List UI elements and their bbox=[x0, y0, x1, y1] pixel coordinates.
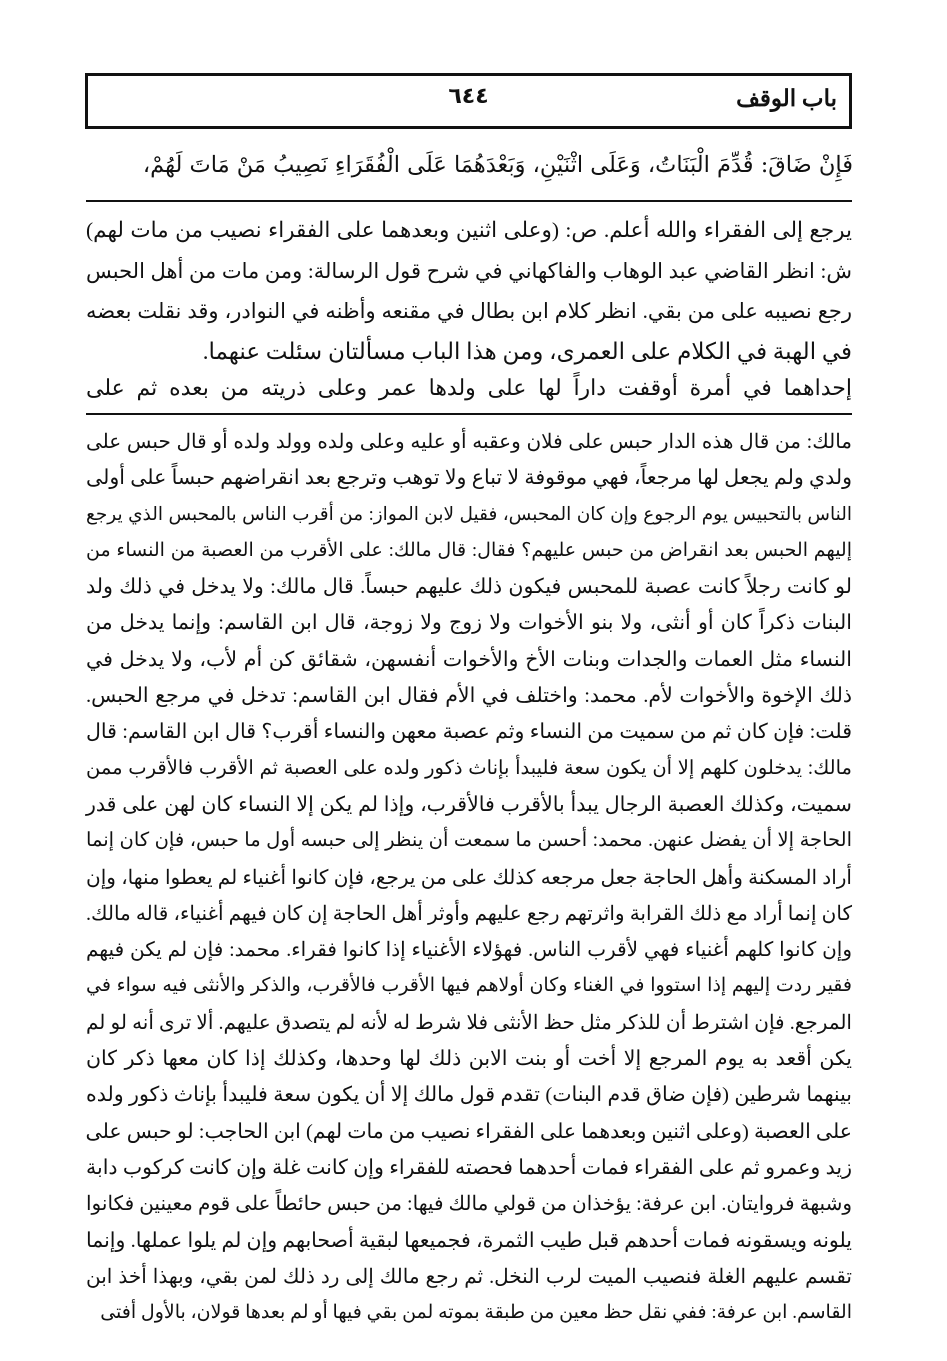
footnote-line: بينهما شرطين (فإن ضاق قدم البنات) تقدم قول مالك إلا أن يكون سعة فليبدأ بإناث ذكور ولده bbox=[86, 1084, 852, 1107]
divider-footnotes bbox=[86, 413, 852, 415]
footnote-line: يلونه ويسقونه فمات أحدهم قبل طيب الثمرة، فجميعها لبقية أصحابهم وإن لم يلوا عملها. وإنما bbox=[86, 1229, 852, 1252]
footnote-line: قلت: فإن كان ثم من سميت من النساء وثم عصبة معهن والنساء أقرب؟ قال ابن القاسم: قال bbox=[86, 721, 852, 744]
footnote-line: كان إنما أراد مع ذلك القرابة واثرتهم رجع عليهم وأوثر أهل الحاجة إن كان فيهم أغنياء، قاله مالك. bbox=[86, 902, 852, 925]
commentary-line: يرجع إلى الفقراء والله أعلم. ص: (وعلى اثنين وبعدهما على الفقراء نصيب من مات لهم) bbox=[86, 218, 852, 242]
footnote-line: زيد وعمرو ثم على الفقراء فمات أحدهما فحصته للفقراء وإن كانت غلة وإن كانت كركوب دابة bbox=[86, 1156, 852, 1179]
footnote-line: القاسم. ابن عرفة: ففي نقل حظ معين من طبقة بموته لمن بقي فيها أو لم بعدها قولان، بالأول أفتى bbox=[100, 1302, 852, 1324]
footnote-line: يكن أقعد به يوم المرجع إلا أخت أو بنت الابن ذلك لها وحدها، وكذلك إذا كان معها ذكر كان bbox=[86, 1048, 852, 1071]
footnote-line: وإن كانوا كلهم أغنياء فهي لأقرب الناس. فهؤلاء الأغنياء إذا كانوا فقراء. محمد: فإن لم يكن فيهم bbox=[86, 939, 852, 962]
footnote-line: النساء مثل العمات والجدات وبنات الأخ والأخوات أنفسهن، شقائق كن أم لأب، ولا يدخل في bbox=[86, 648, 852, 671]
footnote-line: لو كانت رجلاً كانت عصبة للمحبس فيكون ذلك عليهم حبساً. قال مالك: ولا يدخل في ذلك ولد bbox=[86, 576, 852, 599]
footnote-line: أراد المسكنة وأهل الحاجة جعل مرجعه كذلك على من يرجع، فإن كانوا أغنياء لم يعطوا منها، وإن bbox=[86, 866, 852, 889]
page-header bbox=[85, 73, 852, 129]
commentary-line: رجع نصيبه على من بقي. انظر كلام ابن بطال في مقنعه وأظنه في النوادر، وقد نقلت بعضه bbox=[86, 299, 852, 323]
page-number: ٦٤٤ bbox=[448, 84, 489, 109]
footnote-line: تقسم عليهم الغلة فنصيب الميت لرب النخل. ثم رجع مالك إلى رد ذلك لمن بقي، وبهذا أخذ ابن bbox=[86, 1265, 852, 1288]
footnote-line: سميت، وكذلك العصبة الرجال يبدأ بالأقرب فالأقرب، وإذا لم يكن إلا النساء كان لهن على قدر bbox=[86, 793, 852, 816]
footnote-line: مالك: من قال هذه الدار حبس على فلان وعقبه أو عليه وعلى ولده وولد ولده أو قال حبس على bbox=[86, 431, 852, 453]
footnote-line: على العصبة (وعلى اثنين وبعدهما على الفقراء نصيب من مات لهم) ابن الحاجب: لو حبس على bbox=[85, 1120, 852, 1143]
footnote-line: ذلك الإخوة والأخوات لأم. محمد: واختلف في الأم فقال ابن القاسم: تدخل في مرجع الحبس. bbox=[86, 685, 852, 708]
main-text-line: فَإِنْ ضَاقَ: قُدِّمَ الْبَنَاتُ، وَعَلَى اثْنَيْنِ، وَبَعْدَهُمَا عَلَى الْفُقَرَاءِ نَصِيبُ مَنْ مَاتَ لَهُمْ، bbox=[142, 152, 853, 178]
commentary-line: في الهبة في الكلام على العمرى، ومن هذا الباب مسألتان سئلت عنهما. bbox=[202, 338, 852, 364]
footnote-block bbox=[86, 424, 852, 1331]
footnote-line: الحاجة إلا أن يفضل عنهن. محمد: أحسن ما سمعت أن ينظر إلى حبسه أول ما حبس، فإن كان إنما bbox=[86, 830, 852, 852]
footnote-line: الناس بالتحبيس يوم الرجوع وإن كان المحبس، فقيل لابن المواز: من أقرب الناس بالمحبس الذي يرجع bbox=[86, 504, 852, 525]
footnote-line: البنات ذكراً كان أو أنثى، ولا بنو الأخوات ولا زوج ولا زوجة، قال ابن القاسم: وإنما يدخل من bbox=[86, 612, 852, 635]
divider-top bbox=[86, 200, 852, 202]
footnote-line: فقير ردت إليهم إذا استووا في الغناء وكان أولاهم فيها الأقرب فالأقرب، والذكر والأنثى فيه سواء في bbox=[86, 975, 852, 997]
footnote-line: إليهم الحبس بعد انقراض من حبس عليهم؟ فقال: قال مالك: على الأقرب من العصبة من النساء من bbox=[86, 539, 852, 561]
chapter-title: باب الوقف bbox=[736, 86, 837, 111]
footnote-line: المرجع. فإن اشترط أن للذكر مثل حظ الأنثى فلا شرط له لأنه لم يتصدق عليهم. ألا ترى أنه لو لم bbox=[86, 1011, 852, 1034]
footnote-line: مالك: يدخلون كلهم إلا أن يكون سعة فليبدأ بإناث ذكور ولده على العصبة ثم الأقرب فالأقرب ممن bbox=[86, 757, 852, 779]
footnote-line: ولدي ولم يجعل لها مرجعاً، فهي موقوفة لا تباع ولا توهب وترجع بعد انقراضهم حبساً على أولى bbox=[86, 467, 852, 490]
commentary-block bbox=[86, 210, 852, 372]
commentary-line: إحداهما في أمرة أوقفت داراً لها على ولدها عمر وعلى ذريته من بعده ثم على bbox=[86, 375, 852, 400]
footnote-line: وشبهة فروايتان. ابن عرفة: يؤخذان من قولي مالك فيها: من حبس حائطاً على قوم معينين فكانوا bbox=[86, 1193, 852, 1216]
commentary-line: ش: انظر القاضي عبد الوهاب والفاكهاني في شرح قول الرسالة: ومن مات من أهل الحبس bbox=[86, 258, 852, 283]
commentary-continuation bbox=[86, 368, 852, 408]
